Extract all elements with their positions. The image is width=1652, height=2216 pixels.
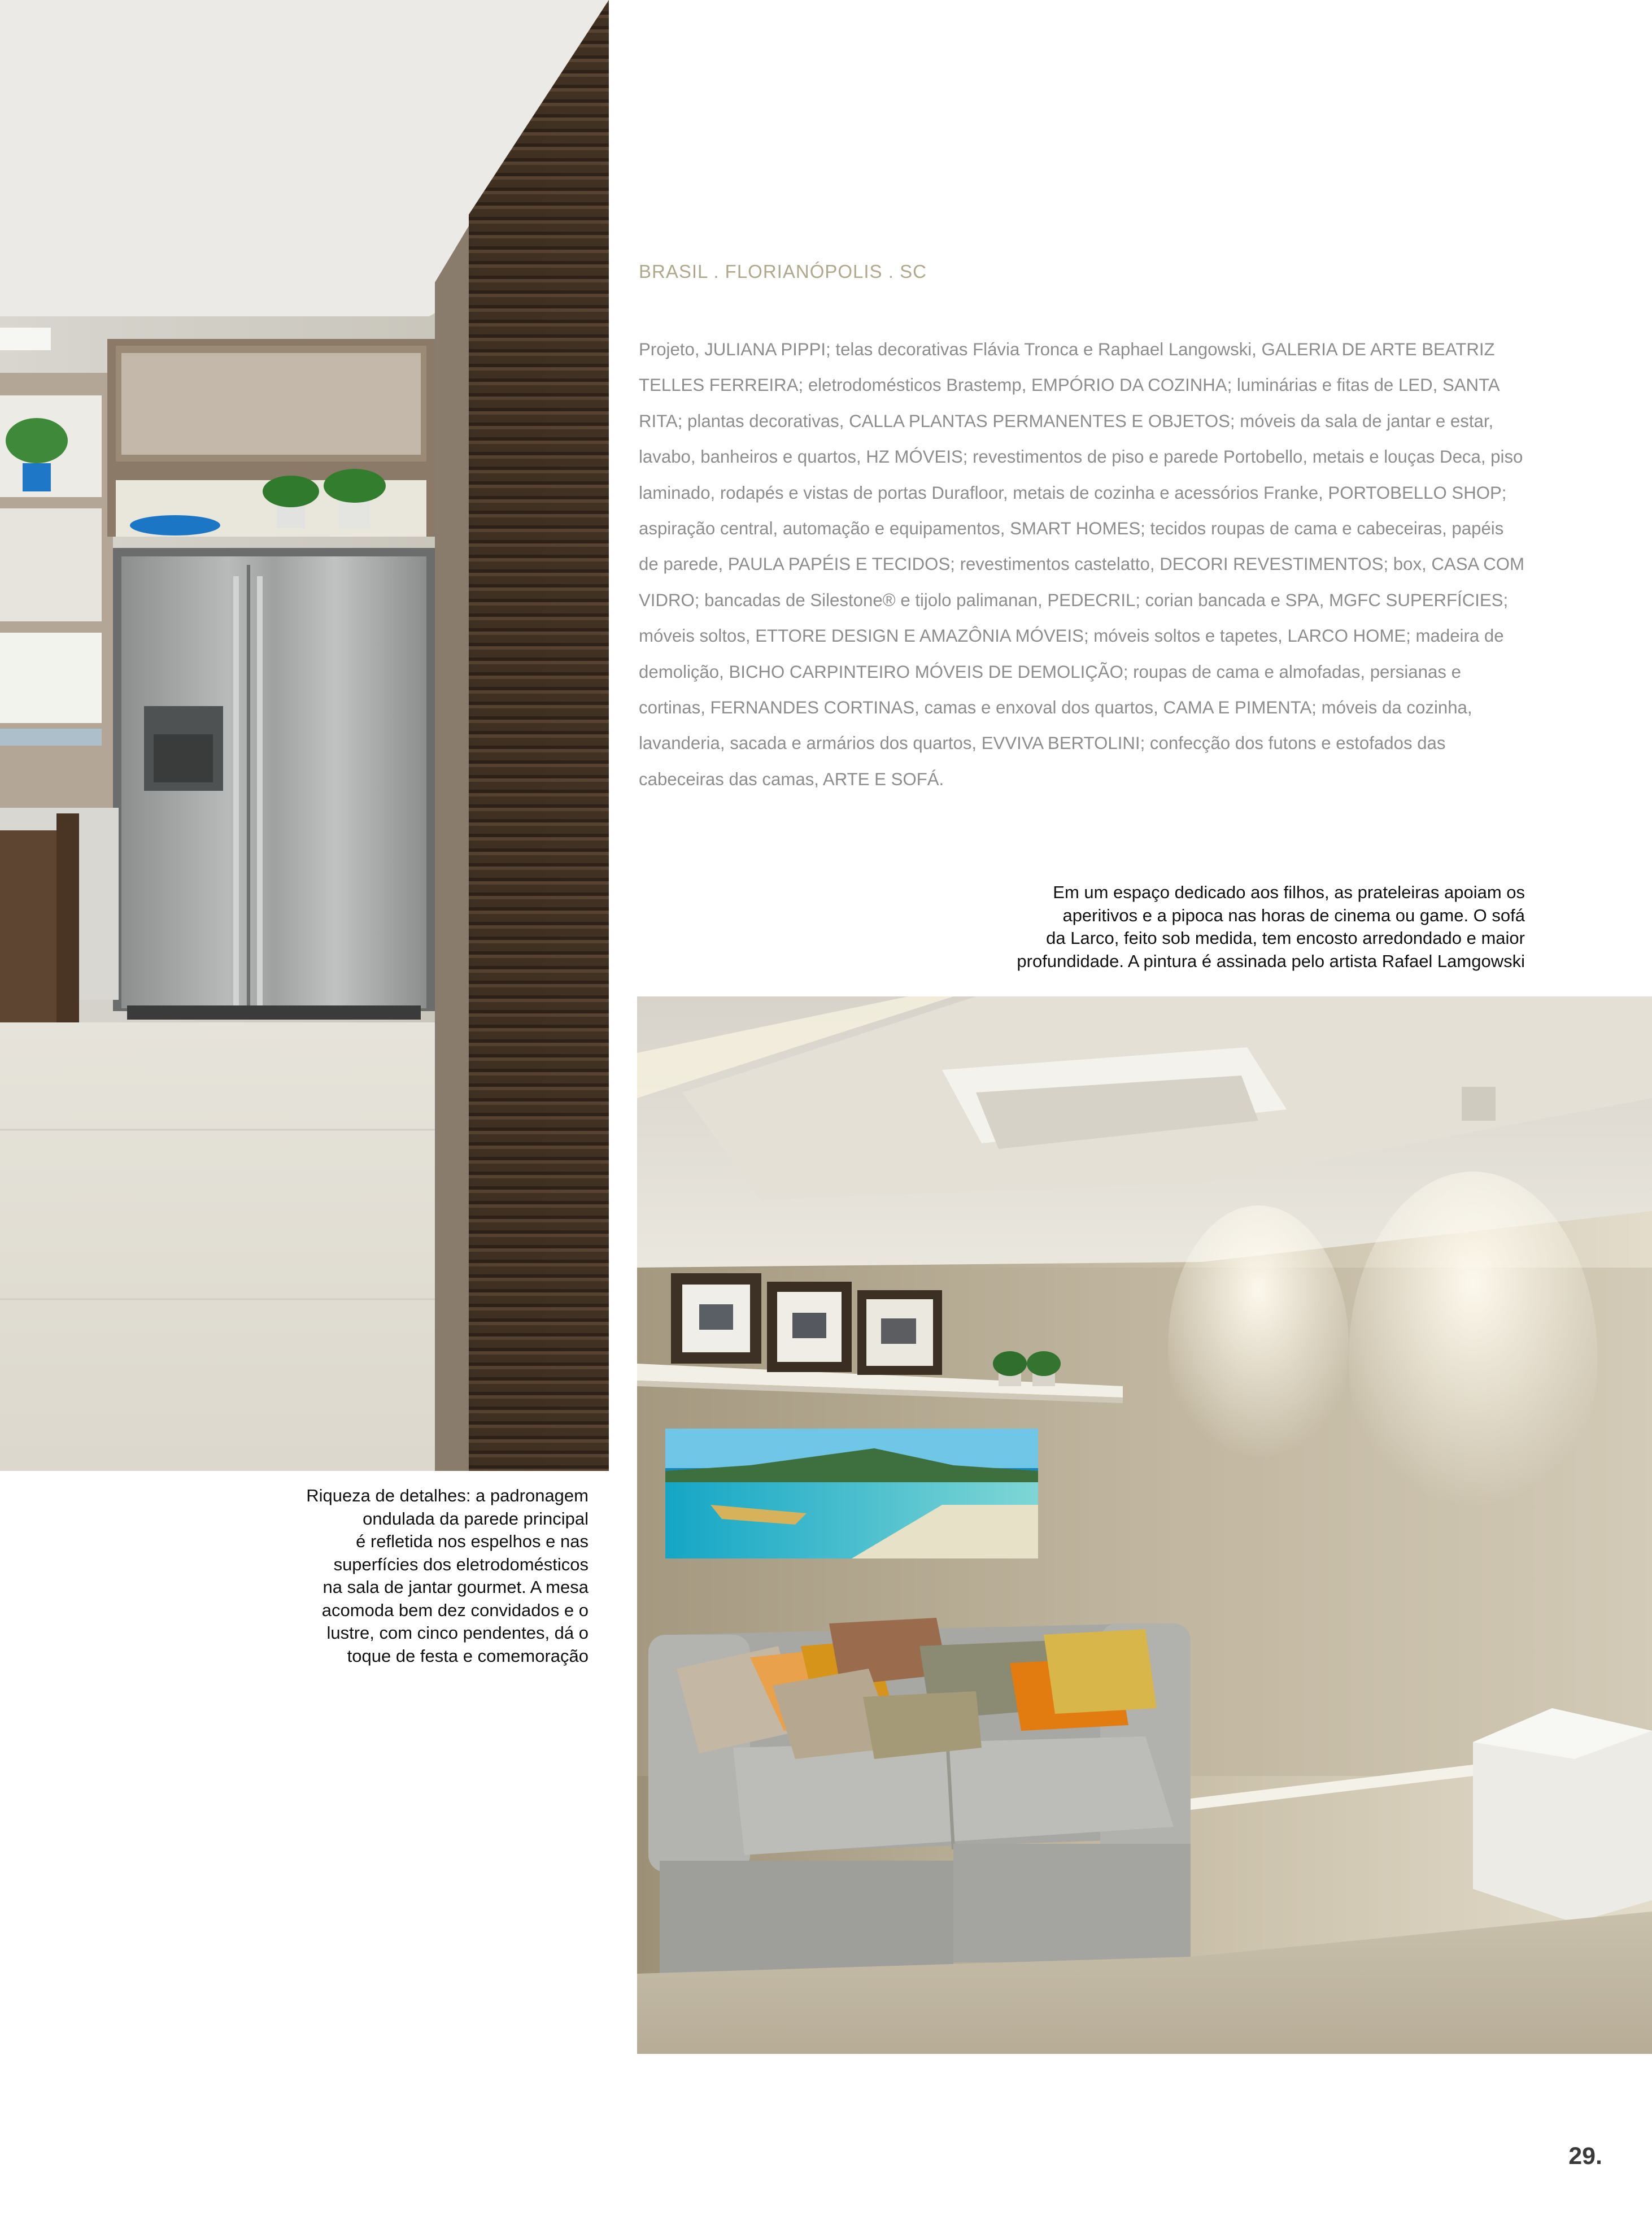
- kitchen-caption: [282, 1484, 589, 1668]
- credits-paragraph: Projeto, JULIANA PIPPI; telas decorativas Flávia Tronca e Raphael Langowski, GALERIA DE ARTE BEATRIZ TELLES FERREIRA; eletrodomésticos Brastemp, EMPÓRIO DA COZINHA; luminárias e fitas de LED, SANTA RITA; plantas decorativas, CALLA PLANTAS PERMANENTES E OBJETOS; móveis da sala de jantar e estar, lavabo, banheiros e quartos, HZ MÓVEIS; revestimentos de piso e parede Portobello, metais e louças Deca, piso laminado, rodapés e vistas de portas Durafloor, metais de cozinha e acessórios Franke, PORTOBELLO SHOP; aspiração central, automação e equipamentos, SMART HOMES; tecidos roupas de cama e cabeceiras, papéis de parede, PAULA PAPÉIS E TECIDOS; revestimentos castelatto, DECORI REVESTIMENTOS; box, CASA COM VIDRO; bancadas de Silestone® e tijolo palimanan, PEDECRIL; corian bancada e SPA, MGFC SUPERFÍCIES; móveis soltos, ETTORE DESIGN E AMAZÔNIA MÓVEIS; móveis soltos e tapetes, LARCO HOME; madeira de demolição, BICHO CARPINTEIRO MÓVEIS DE DEMOLIÇÃO; roupas de cama e almofadas, persianas e cortinas, FERNANDES CORTINAS, camas e enxoval dos quartos, CAMA E PIMENTA; móveis da cozinha, lavanderia, sacada e armários dos quartos, EVVIVA BERTOLINI; confecção dos futons e estofados das cabeceiras das camas, ARTE E SOFÁ.: [639, 339, 1525, 789]
- caption-line: Em um espaço dedicado aos filhos, as prateleiras apoiam os: [1053, 882, 1525, 902]
- caption-line: é refletida nos espelhos e nas: [356, 1531, 589, 1551]
- caption-line: Riqueza de detalhes: a padronagem: [306, 1486, 589, 1505]
- caption-line: superfícies dos eletrodomésticos: [333, 1554, 589, 1574]
- living-room-caption: [938, 881, 1525, 973]
- caption-line: na sala de jantar gourmet. A mesa: [322, 1577, 589, 1597]
- living-room-photo: [637, 996, 1652, 2054]
- kitchen-photo: [0, 0, 609, 1471]
- location-heading: BRASIL . FLORIANÓPOLIS . SC: [639, 261, 927, 282]
- caption-line: lustre, com cinco pendentes, dá o: [326, 1623, 589, 1643]
- kitchen-photo-illustration: [0, 0, 609, 1471]
- caption-line: acomoda bem dez convidados e o: [321, 1600, 589, 1620]
- page-number: 29.: [1568, 2143, 1602, 2170]
- living-room-photo-illustration: [637, 996, 1652, 2054]
- caption-line: ondulada da parede principal: [363, 1508, 589, 1529]
- caption-line: da Larco, feito sob medida, tem encosto arredondado e maior: [1046, 928, 1525, 948]
- caption-line: profundidade. A pintura é assinada pelo artista Rafael Lamgowski: [1017, 951, 1525, 971]
- caption-line: toque de festa e comemoração: [347, 1645, 589, 1666]
- caption-line: aperitivos e a pipoca nas horas de cinema ou game. O sofá: [1062, 905, 1525, 925]
